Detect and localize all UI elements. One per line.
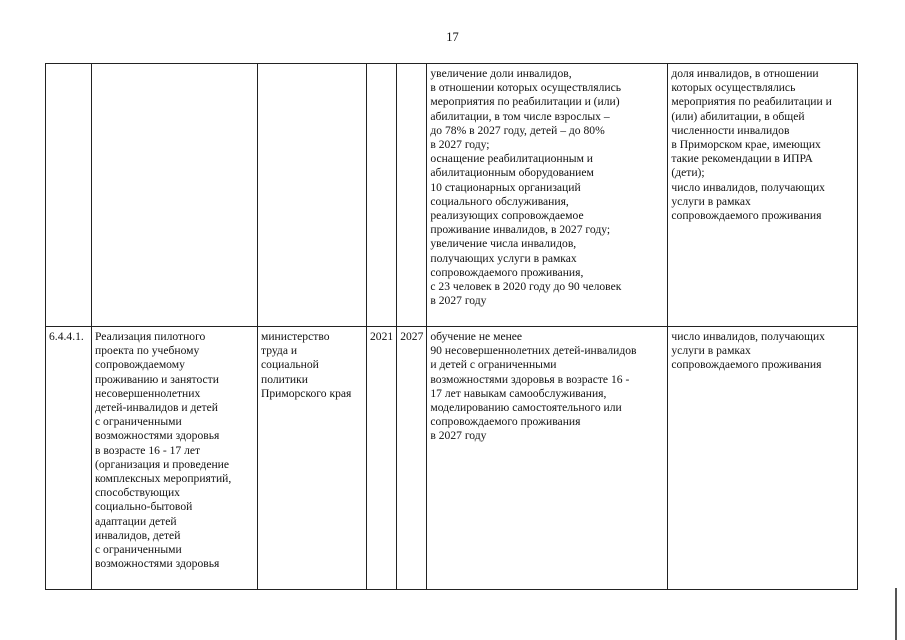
text-line: обучение не менее xyxy=(430,330,523,343)
cell-indicator xyxy=(668,64,858,327)
text-line: (дети); xyxy=(671,166,705,180)
text-line: 90 несовершеннолетних детей-инвалидов xyxy=(430,344,637,358)
text-line: в Приморском крае, имеющих xyxy=(671,138,821,152)
text-line: несовершеннолетних xyxy=(95,386,201,400)
cell-activity xyxy=(92,327,258,590)
cell-activity xyxy=(92,64,258,327)
text-line: мероприятия по реабилитации и xyxy=(671,95,832,109)
text-line: Реализация пилотного xyxy=(95,330,206,343)
cell-number xyxy=(46,64,92,327)
text-line: с ограниченными xyxy=(95,415,182,429)
text-line: сопровождаемого проживания, xyxy=(430,265,584,279)
text-line: с 23 человек в 2020 году до 90 человек xyxy=(430,280,622,294)
text-line: возможностями здоровья xyxy=(95,429,220,443)
text-line: политики xyxy=(261,372,308,386)
cell-year-start: 2021 xyxy=(367,327,397,590)
text-line: в 2027 году xyxy=(430,429,487,443)
text-line: увеличение доли инвалидов, xyxy=(430,67,572,80)
text-line: в отношении которых осуществлялись xyxy=(430,81,622,95)
cell-year-end: 2027 xyxy=(397,327,427,590)
scan-edge-mark xyxy=(895,588,897,640)
text-line: которых осуществлялись xyxy=(671,81,796,95)
cell-year-start xyxy=(367,64,397,327)
text-line: абилитации, в том числе взрослых – xyxy=(430,109,610,123)
text-line: до 78% в 2027 году, детей – до 80% xyxy=(430,123,605,137)
cell-result xyxy=(427,327,668,590)
text-line: социального обслуживания, xyxy=(430,194,569,208)
text-line: доля инвалидов, в отношении xyxy=(671,67,819,80)
cell-result xyxy=(427,64,668,327)
text-line: в возрасте 16 - 17 лет xyxy=(95,443,201,457)
text-line: в 2027 году xyxy=(430,294,487,308)
text-line: абилитационным оборудованием xyxy=(430,166,594,180)
text-line: услуги в рамках xyxy=(671,194,751,208)
text-line: инвалидов, детей xyxy=(95,528,181,542)
text-line: с ограниченными xyxy=(95,543,182,557)
text-line: сопровождаемого проживания xyxy=(671,358,822,372)
text-line: сопровождаемому xyxy=(95,358,185,372)
text-line: оснащение реабилитационным и xyxy=(430,152,594,166)
text-line: (или) абилитации, в общей xyxy=(671,109,805,123)
text-line: услуги в рамках xyxy=(671,344,751,358)
text-line: социальной xyxy=(261,358,319,372)
text-line: реализующих сопровождаемое xyxy=(430,209,584,223)
text-line: детей-инвалидов и детей xyxy=(95,401,218,415)
cell-indicator xyxy=(668,327,858,590)
cell-year-end xyxy=(397,64,427,327)
text-line: сопровождаемого проживания xyxy=(671,209,822,223)
text-line: сопровождаемого проживания xyxy=(430,415,581,429)
table-row xyxy=(46,327,858,590)
text-line: число инвалидов, получающих xyxy=(671,180,825,194)
text-line: получающих услуги в рамках xyxy=(430,251,577,265)
text-line: (организация и проведение xyxy=(95,457,230,471)
text-line: 17 лет навыкам самообслуживания, xyxy=(430,386,607,400)
text-line: число инвалидов, получающих xyxy=(671,330,825,343)
text-line: проживанию и занятости xyxy=(95,372,219,386)
text-line: мероприятия по реабилитации и (или) xyxy=(430,95,620,109)
text-line: 10 стационарных организаций xyxy=(430,180,581,194)
text-line: адаптации детей xyxy=(95,514,177,528)
text-line: способствующих xyxy=(95,486,180,500)
text-line: увеличение числа инвалидов, xyxy=(430,237,577,251)
page-number: 17 xyxy=(446,30,459,44)
text-line: численности инвалидов xyxy=(671,123,790,137)
text-line: и детей с ограниченными xyxy=(430,358,557,372)
cell-number: 6.4.4.1. xyxy=(46,327,92,590)
text-line: проживание инвалидов, в 2027 году; xyxy=(430,223,611,237)
text-line: труда и xyxy=(261,344,298,358)
text-line: проекта по учебному xyxy=(95,344,200,358)
text-line: возможностями здоровья в возрасте 16 - xyxy=(430,372,630,386)
table-row xyxy=(46,64,858,327)
text-line: министерство xyxy=(261,330,330,343)
text-line: Приморского края xyxy=(261,386,352,400)
text-line: моделированию самостоятельного или xyxy=(430,401,622,415)
text-line: социально-бытовой xyxy=(95,500,193,514)
text-line: комплексных мероприятий, xyxy=(95,472,232,486)
plan-table xyxy=(45,63,858,590)
cell-executor xyxy=(258,64,367,327)
text-line: в 2027 году; xyxy=(430,138,490,152)
text-line: возможностями здоровья xyxy=(95,557,220,571)
cell-executor xyxy=(258,327,367,590)
text-line: такие рекомендации в ИПРА xyxy=(671,152,813,166)
